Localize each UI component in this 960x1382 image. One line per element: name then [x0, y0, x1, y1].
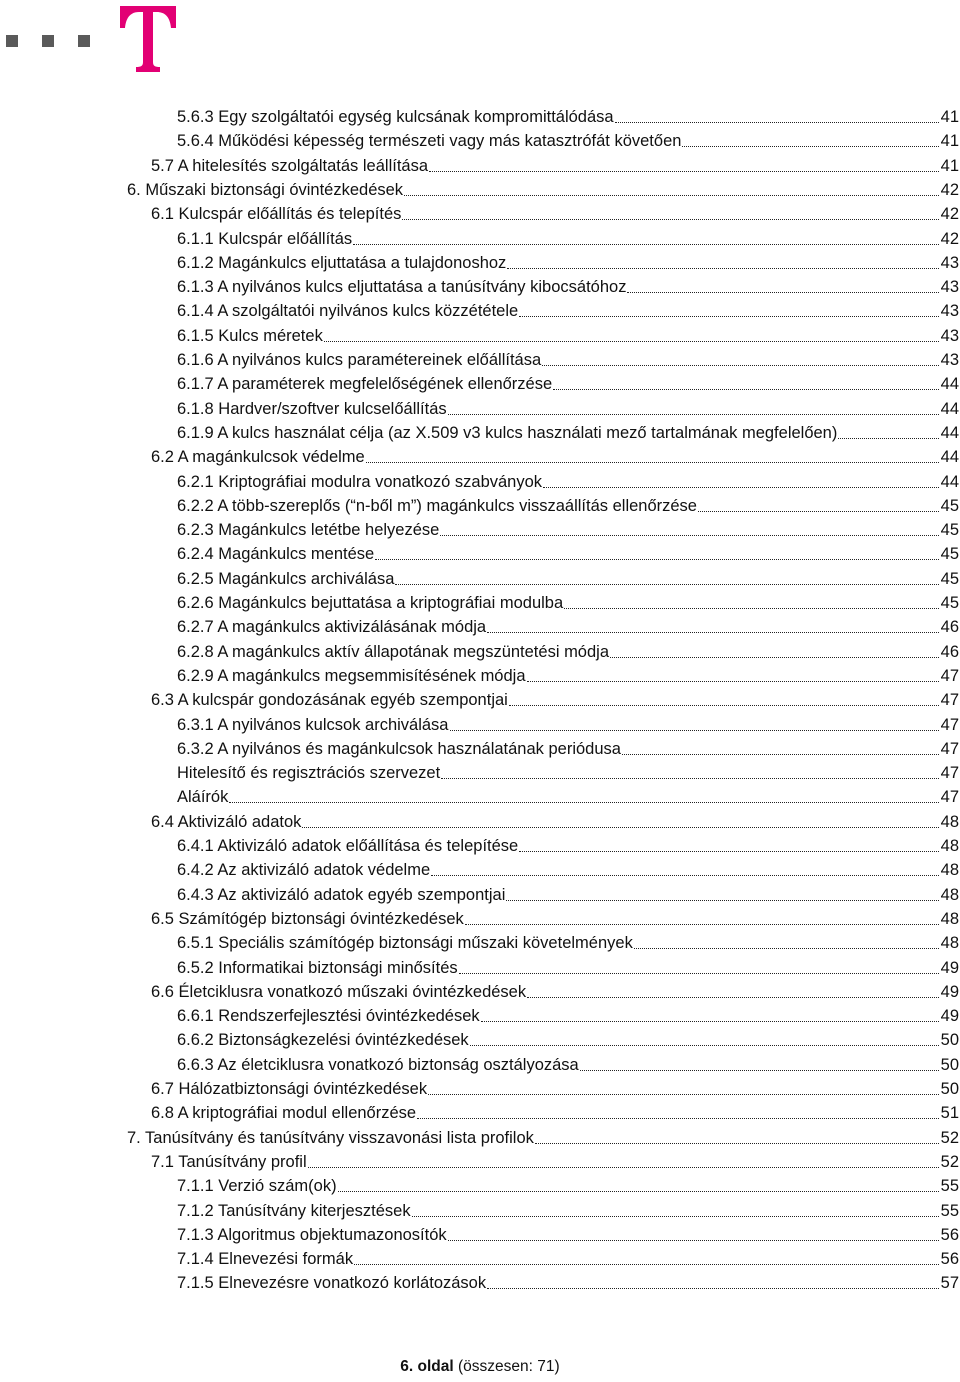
toc-entry-page: 45 [940, 545, 959, 564]
toc-entry-page: 45 [940, 594, 959, 612]
toc-entry[interactable] [177, 1271, 959, 1295]
toc-entry-title: 5.7 A hitelesítés szolgáltatás leállítása [151, 156, 429, 175]
toc-entry[interactable] [177, 834, 959, 858]
toc-entry[interactable] [177, 761, 959, 785]
toc-entry-title: 6.6.3 Az életciklusra vonatkozó biztonság osztályozása [177, 1055, 579, 1074]
toc-entry[interactable] [151, 202, 959, 226]
toc-entry[interactable] [177, 858, 959, 882]
toc-entry-title: Aláírók [177, 788, 229, 807]
toc-entry-title: 6.2.5 Magánkulcs archiválása [177, 569, 395, 588]
toc-dot-leader [429, 171, 939, 172]
toc-entry-title: 6.1.1 Kulcspár előállítás [177, 229, 353, 248]
toc-entry[interactable] [177, 664, 959, 688]
toc-entry-page: 41 [940, 156, 959, 175]
page-total: (összesen: 71) [458, 1358, 560, 1375]
toc-dot-leader [506, 900, 938, 901]
toc-entry-title: 6.7 Hálózatbiztonsági óvintézkedések [151, 1080, 428, 1098]
toc-entry-title: 6.1.2 Magánkulcs eljuttatása a tulajdonoshoz [177, 253, 507, 272]
toc-dot-leader [402, 219, 938, 220]
toc-entry-page: 45 [940, 496, 959, 515]
toc-entry-page: 47 [940, 691, 959, 710]
toc-dot-leader [404, 195, 939, 196]
toc-entry[interactable] [177, 591, 959, 615]
toc-dot-leader [375, 559, 938, 560]
toc-entry-title: 6.1.7 A paraméterek megfelelőségének ellenőrzése [177, 375, 553, 394]
toc-dot-leader [527, 997, 939, 998]
toc-dot-leader [838, 438, 938, 439]
toc-entry-title: 6.4 Aktivizáló adatok [151, 812, 302, 831]
toc-entry-page: 47 [940, 764, 959, 783]
toc-entry[interactable] [177, 348, 959, 372]
toc-entry-page: 47 [940, 715, 959, 734]
toc-dot-leader [507, 268, 938, 269]
toc-entry-page: 50 [940, 1031, 959, 1050]
toc-entry-page: 48 [940, 812, 959, 831]
toc-entry-page: 46 [940, 642, 959, 661]
toc-entry-title: 6.8 A kriptográfiai modul ellenőrzése [151, 1104, 417, 1123]
toc-entry-title: 6.1.6 A nyilvános kulcs paramétereinek előállítása [177, 351, 542, 369]
toc-entry[interactable] [177, 640, 959, 664]
toc-entry-page: 44 [940, 399, 959, 418]
toc-dot-leader [622, 754, 939, 755]
toc-entry-page: 42 [940, 205, 959, 224]
toc-entry[interactable] [151, 810, 959, 834]
toc-dot-leader [487, 1288, 939, 1289]
toc-entry-title: 6.1 Kulcspár előállítás és telepítés [151, 205, 402, 224]
toc-entry[interactable] [177, 737, 959, 761]
toc-entry-page: 49 [940, 1007, 959, 1026]
toc-entry-title: 7.1.3 Algoritmus objektumazonosítók [177, 1225, 447, 1244]
toc-entry-title: 6.1.9 A kulcs használat célja (az X.509 v3 kulcs használati mező tartalmának megfelelően) [177, 423, 838, 442]
toc-dot-leader [354, 1264, 939, 1265]
toc-dot-leader [580, 1070, 939, 1071]
toc-entry-title: 7. Tanúsítvány és tanúsítvány visszavonási lista profilok [127, 1128, 534, 1147]
toc-dot-leader [366, 462, 939, 463]
logo-square [42, 35, 54, 47]
toc-dot-leader [634, 948, 939, 949]
toc-dot-leader [509, 705, 939, 706]
toc-entry-page: 47 [940, 739, 959, 758]
toc-entry-title: 6.2 A magánkulcsok védelme [151, 448, 365, 467]
toc-dot-leader [615, 122, 939, 123]
toc-entry-page: 56 [940, 1225, 959, 1244]
toc-dot-leader [441, 778, 938, 779]
logo-square [6, 35, 18, 47]
toc-entry-page: 42 [940, 180, 959, 199]
toc-entry[interactable] [177, 299, 959, 323]
toc-entry-page: 56 [940, 1250, 959, 1269]
toc-entry[interactable] [177, 615, 959, 639]
toc-dot-leader [519, 851, 938, 852]
toc-entry-title: 6.3.2 A nyilvános és magánkulcsok használatának periódusa [177, 739, 621, 758]
toc-entry[interactable] [177, 470, 959, 494]
toc-entry-page: 50 [940, 1055, 959, 1074]
toc-entry-page: 47 [940, 788, 959, 807]
toc-entry-page: 52 [940, 1128, 959, 1147]
toc-entry-title: 6.4.3 Az aktivizáló adatok egyéb szempontjai [177, 885, 506, 904]
toc-entry[interactable] [177, 542, 959, 566]
toc-dot-leader [543, 487, 939, 488]
toc-entry-title: 6.1.8 Hardver/szoftver kulcselőállítás [177, 399, 447, 418]
toc-entry[interactable] [151, 1077, 959, 1101]
toc-entry-page: 45 [940, 521, 959, 540]
toc-entry[interactable] [177, 105, 959, 129]
toc-entry-title: 7.1.1 Verzió szám(ok) [177, 1177, 337, 1196]
toc-entry-page: 50 [940, 1080, 959, 1098]
toc-entry[interactable] [177, 275, 959, 299]
toc-entry[interactable] [177, 324, 959, 348]
toc-entry-title: 6.2.4 Magánkulcs mentése [177, 545, 375, 564]
toc-entry[interactable] [177, 518, 959, 542]
toc-dot-leader [487, 632, 939, 633]
toc-entry-page: 41 [940, 108, 959, 126]
toc-entry[interactable] [151, 445, 959, 469]
toc-entry-title: 6.2.1 Kriptográfiai modulra vonatkozó szabványok [177, 472, 543, 491]
toc-entry[interactable] [177, 1223, 959, 1247]
toc-entry[interactable] [127, 178, 959, 202]
toc-entry[interactable] [177, 494, 959, 518]
toc-entry[interactable] [177, 713, 959, 737]
toc-entry-title: Hitelesítő és regisztrációs szervezet [177, 764, 441, 783]
toc-entry-title: 7.1.5 Elnevezésre vonatkozó korlátozások [177, 1274, 487, 1293]
toc-entry-title: 6.1.4 A szolgáltatói nyilvános kulcs közzététele [177, 302, 519, 321]
toc-entry-title: 6.3 A kulcspár gondozásának egyéb szempontjai [151, 691, 508, 710]
toc-entry[interactable] [151, 154, 959, 178]
toc-entry[interactable] [177, 883, 959, 907]
toc-entry-page: 42 [940, 229, 959, 248]
page-number: 6. oldal [400, 1358, 454, 1375]
toc-entry-title: 6. Műszaki biztonsági óvintézkedések [127, 180, 404, 199]
toc-entry-page: 48 [940, 861, 959, 880]
toc-entry-title: 7.1.4 Elnevezési formák [177, 1250, 354, 1269]
toc-dot-leader [308, 1167, 939, 1168]
toc-entry-title: 7.1.2 Tanúsítvány kiterjesztések [177, 1201, 411, 1220]
toc-entry-page: 55 [940, 1201, 959, 1220]
toc-entry-page: 44 [940, 375, 959, 394]
toc-entry-page: 44 [940, 423, 959, 442]
toc-dot-leader [470, 1045, 939, 1046]
toc-dot-leader [481, 1021, 939, 1022]
toc-entry-title: 6.2.9 A magánkulcs megsemmisítésének módja [177, 666, 526, 685]
toc-entry-page: 49 [940, 982, 959, 1001]
toc-entry[interactable] [177, 129, 959, 153]
toc-entry-page: 43 [940, 253, 959, 272]
toc-entry-page: 48 [940, 934, 959, 953]
toc-dot-leader [338, 1191, 939, 1192]
toc-entry[interactable] [177, 421, 959, 445]
toc-entry-page: 46 [940, 618, 959, 637]
toc-dot-leader [417, 1118, 939, 1119]
toc-dot-leader [465, 924, 939, 925]
toc-entry[interactable] [177, 227, 959, 251]
toc-entry[interactable] [127, 1126, 959, 1150]
telekom-t-icon [120, 6, 176, 72]
toc-entry-page: 48 [940, 885, 959, 904]
toc-entry[interactable] [151, 1150, 959, 1174]
toc-entry[interactable] [151, 688, 959, 712]
toc-dot-leader [535, 1143, 939, 1144]
toc-entry-title: 6.6.2 Biztonságkezelési óvintézkedések [177, 1031, 469, 1050]
toc-entry-page: 43 [940, 302, 959, 321]
toc-dot-leader [698, 511, 939, 512]
toc-entry-title: 6.1.3 A nyilvános kulcs eljuttatása a tanúsítvány kibocsátóhoz [177, 278, 627, 297]
toc-entry[interactable] [151, 907, 959, 931]
toc-entry[interactable] [151, 1101, 959, 1125]
toc-entry-title: 7.1 Tanúsítvány profil [151, 1152, 307, 1171]
logo-square [78, 35, 90, 47]
toc-entry[interactable] [151, 980, 959, 1004]
toc-entry-title: 6.3.1 A nyilvános kulcsok archiválása [177, 715, 449, 734]
toc-dot-leader [459, 973, 939, 974]
toc-entry-title: 6.1.5 Kulcs méretek [177, 326, 323, 345]
toc-entry-page: 44 [940, 448, 959, 467]
toc-entry[interactable] [177, 1053, 959, 1077]
toc-entry[interactable] [177, 372, 959, 396]
toc-entry-title: 6.6 Életciklusra vonatkozó műszaki óvintézkedések [151, 982, 527, 1001]
toc-entry[interactable] [177, 1174, 959, 1198]
toc-entry[interactable] [177, 1028, 959, 1052]
telekom-logo [0, 0, 180, 80]
toc-entry[interactable] [177, 785, 959, 809]
toc-entry-page: 51 [940, 1104, 959, 1123]
toc-dot-leader [519, 316, 938, 317]
toc-entry[interactable] [177, 1247, 959, 1271]
toc-entry-page: 47 [940, 666, 959, 685]
toc-entry-title: 6.4.2 Az aktivizáló adatok védelme [177, 861, 431, 880]
toc-entry[interactable] [177, 1199, 959, 1223]
toc-dot-leader [353, 244, 938, 245]
page-footer [0, 1358, 960, 1376]
toc-dot-leader [450, 730, 939, 731]
toc-dot-leader [610, 657, 939, 658]
toc-dot-leader [412, 1216, 939, 1217]
toc-entry[interactable] [177, 251, 959, 275]
toc-entry[interactable] [177, 1004, 959, 1028]
toc-entry[interactable] [177, 397, 959, 421]
toc-entry-title: 6.2.3 Magánkulcs letétbe helyezése [177, 521, 440, 540]
toc-dot-leader [527, 681, 939, 682]
toc-dot-leader [448, 414, 939, 415]
toc-entry-page: 43 [940, 278, 959, 297]
toc-dot-leader [542, 365, 939, 366]
toc-entry-page: 49 [940, 958, 959, 977]
toc-entry-title: 6.2.8 A magánkulcs aktív állapotának megszüntetési módja [177, 642, 610, 661]
toc-entry-page: 43 [940, 351, 959, 369]
toc-entry-title: 6.5 Számítógép biztonsági óvintézkedések [151, 909, 464, 928]
toc-dot-leader [553, 389, 938, 390]
toc-dot-leader [627, 292, 938, 293]
toc-entry-page: 44 [940, 472, 959, 491]
toc-entry-title: 5.6.4 Működési képesség természeti vagy más katasztrófát követően [177, 132, 682, 151]
toc-entry-title: 5.6.3 Egy szolgáltatói egység kulcsának kompromittálódása [177, 108, 614, 126]
toc-dot-leader [564, 608, 938, 609]
toc-dot-leader [428, 1094, 939, 1095]
toc-entry[interactable] [177, 567, 959, 591]
toc-dot-leader [440, 535, 938, 536]
toc-entry-page: 55 [940, 1177, 959, 1196]
toc-dot-leader [431, 875, 938, 876]
toc-entry-title: 6.4.1 Aktivizáló adatok előállítása és telepítése [177, 837, 519, 855]
toc-entry[interactable] [177, 931, 959, 955]
toc-dot-leader [302, 827, 938, 828]
toc-entry-title: 6.2.7 A magánkulcs aktivizálásának módja [177, 618, 487, 637]
toc-entry-page: 43 [940, 326, 959, 345]
toc-entry-page: 52 [940, 1152, 959, 1171]
toc-dot-leader [682, 146, 938, 147]
toc-entry-title: 6.5.1 Speciális számítógép biztonsági műszaki követelmények [177, 934, 633, 953]
toc-entry-page: 45 [940, 569, 959, 588]
toc-entry-page: 48 [940, 837, 959, 855]
toc-entry-title: 6.6.1 Rendszerfejlesztési óvintézkedések [177, 1007, 480, 1026]
toc-entry-title: 6.2.2 A több-szereplős (“n-ből m”) magánkulcs visszaállítás ellenőrzése [177, 496, 697, 515]
toc-dot-leader [448, 1240, 939, 1241]
toc-dot-leader [324, 341, 939, 342]
toc-entry-page: 48 [940, 909, 959, 928]
toc-dot-leader [229, 802, 938, 803]
toc-entry[interactable] [177, 956, 959, 980]
toc-entry-page: 57 [940, 1274, 959, 1293]
toc-entry-page: 41 [940, 132, 959, 151]
toc-entry-title: 6.2.6 Magánkulcs bejuttatása a kriptográfiai modulba [177, 594, 564, 612]
toc-dot-leader [395, 584, 938, 585]
toc-entry-title: 6.5.2 Informatikai biztonsági minősítés [177, 958, 458, 977]
